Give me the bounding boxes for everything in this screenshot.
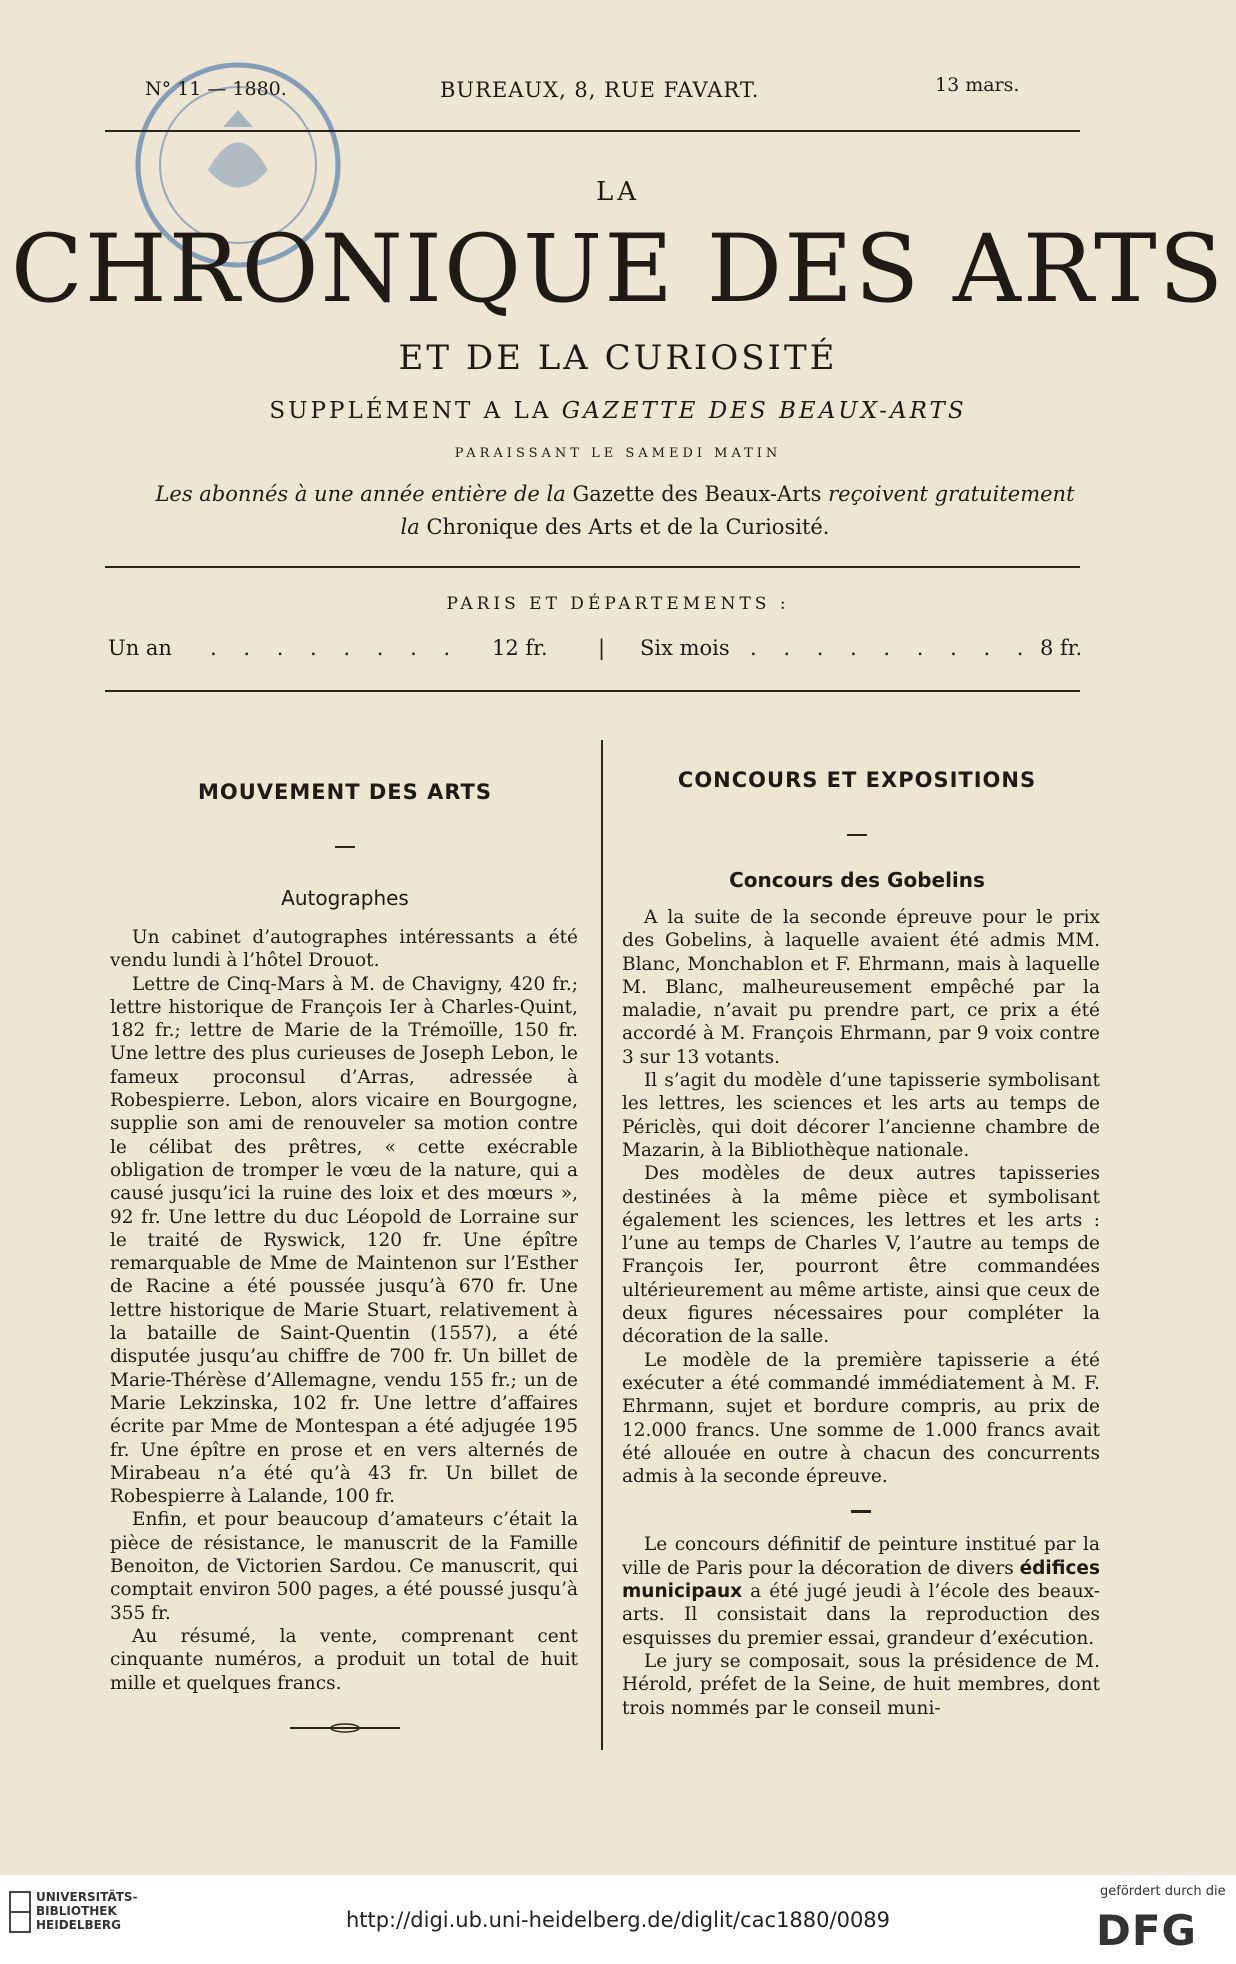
paragraph-part-a: Le concours définitif de peinture institué par la ville de Paris pour la décoration de divers: [622, 1534, 1100, 1579]
left-paragraph: Lettre de Cinq-Mars à M. de Chavigny, 420 fr.; lettre historique de François Ier à Charles-Quint, 182 fr.; lettre de Marie de la Trémoïlle, 150 fr. Une lettre des plus curieuses de Joseph Lebon, le fameux proconsul d’Arras, adressée à Robespierre. Lebon, alors vicaire en Bourgogne, supplie son ami de renouveler sa motion contre le célibat des prêtres, « cette exécrable obligation de tromper le vœu de la nature, qui a causé jusqu’ici la ruine des loix et des mœurs », 92 fr. Une lettre du duc Léopold de Lorraine sur le traité de Ryswick, 120 fr. Une épître remarquable de Mme de Maintenon sur l’Esther de Racine a été poussée jusqu’à 670 fr. Une lettre historique de Marie Stuart, relativement à la bataille de Saint-Quentin (1557), a été disputée jusqu’au chiffre de 700 fr. Un billet de Marie-Thérèse d’Allemagne, vendu 155 fr.; un de Marie Lekzinska, 102 fr. Une lettre d’affaires écrite par Mme de Montespan a été adjugée 195 fr. Une épître en prose et en vers alternés de Mirabeau n’a été qu’à 43 fr. Un billet de Robespierre à Lalande, 100 fr.: [110, 973, 578, 1508]
right-paragraph: Il s’agit du modèle d’une tapisserie symbolisant les lettres, les sciences et les arts au temps de Périclès, qui doit décorer l’ancienne chambre de Mazarin, à la Bibliothèque nationale.: [622, 1070, 1100, 1161]
office-address: BUREAUX, 8, RUE FAVART.: [440, 78, 760, 102]
library-line-2: BIBLIOTHEK: [36, 1904, 117, 1918]
publication-subtitle: ET DE LA CURIOSITÉ: [398, 338, 838, 378]
supplement-gazette: GAZETTE DES BEAUX-ARTS: [561, 398, 967, 424]
year-price: 12 fr.: [492, 636, 548, 660]
right-paragraph: Le modèle de la première tapisserie a été exécuter a été commandé immédiatement à M. F. Ehrmann, sujet et bordure compris, au prix de 12.000 francs. Une somme de 1.000 francs avait été allouée en outre à chacun des concurrents admis à la seconde épreuve.: [622, 1349, 1100, 1488]
right-paragraph: [622, 1533, 1100, 1649]
right-column-text: [622, 906, 1100, 1720]
subscriber-notice: [150, 478, 1080, 544]
right-paragraph: A la suite de la seconde épreuve pour le prix des Gobelins, à laquelle avaient été admis MM. Blanc, Monchablon et F. Ehrmann, mais à laquelle M. Blanc, malheureusement empêché par la maladie, n’avait pu prendre part, ce prix a été accordé à M. François Ehrmann, par 9 voix contre 3 sur 13 votants.: [622, 907, 1100, 1068]
left-paragraph: Enfin, et pour beaucoup d’amateurs c’était la pièce de résistance, le manuscrit de la Famille Benoiton, de Victorien Sardou. Ce manuscrit, qui comptait environ 500 pages, a été poussé jusqu’à 355 fr.: [110, 1509, 578, 1624]
right-paragraph: Des modèles de deux autres tapisseries destinées à la même pièce et symbolisant également les sciences, les lettres et les arts : l’une au temps de Charles V, l’autre au temps de François Ier, pourront être commandées ultérieurement au même artiste, ainsi que ceux de deux figures nécessaires pour compléter la décoration de la salle.: [622, 1163, 1100, 1348]
subscription-rule: [105, 690, 1080, 692]
library-line-1: UNIVERSITÄTS-: [36, 1890, 138, 1904]
subscription-heading: PARIS ET DÉPARTEMENTS :: [446, 594, 790, 614]
right-subsection-title: Concours des Gobelins: [729, 868, 985, 892]
notice-part-e: Chronique des Arts et de la Curiosité.: [426, 515, 830, 539]
left-title-dash: [335, 846, 355, 848]
left-paragraph: Au résumé, la vente, comprenant cent cinquante numéros, a produit un total de huit mille et quelques francs.: [110, 1625, 578, 1694]
year-label: Un an: [108, 636, 172, 660]
library-line-3: HEIDELBERG: [36, 1918, 121, 1932]
left-section-title: MOUVEMENT DES ARTS: [198, 780, 492, 804]
right-title-dash: [847, 834, 867, 836]
left-paragraph: Un cabinet d’autographes intéressants a été vendu lundi à l’hôtel Drouot.: [110, 927, 578, 972]
price-separator: |: [598, 636, 606, 660]
issue-number: N° 11 — 1880.: [145, 78, 287, 100]
funding-label: gefördert durch die: [1100, 1884, 1226, 1899]
paragraph-part-c: a été jugé jeudi à l’école des beaux-arts. Il consistait dans la reproduction des esquisses du premier essai, grandeur d’exécution.: [622, 1581, 1100, 1649]
supplement-line: [0, 398, 1236, 424]
masthead-rule: [105, 566, 1080, 568]
half-price: 8 fr.: [1040, 636, 1083, 660]
half-label: Six mois: [640, 636, 730, 660]
notice-part-c: reçoivent gratuitement: [828, 482, 1075, 506]
ornament-divider: [290, 1722, 400, 1734]
right-inner-dash: [851, 1510, 871, 1513]
title-article: LA: [595, 177, 641, 207]
publication-title: CHRONIQUE DES ARTS: [10, 215, 1226, 324]
notice-part-b: Gazette des Beaux-Arts: [572, 482, 822, 506]
schedule-line: PARAISSANT LE SAMEDI MATIN: [454, 446, 782, 461]
header-rule: [105, 130, 1080, 132]
notice-part-d: la: [400, 515, 420, 539]
dfg-logo: DFG: [1096, 1906, 1198, 1955]
notice-part-a: Les abonnés à une année entière de la: [155, 482, 566, 506]
source-url-link[interactable]: http://digi.ub.uni-heidelberg.de/diglit/cac1880/0089: [345, 1908, 891, 1932]
issue-date: 13 mars.: [935, 74, 1020, 96]
supplement-prefix: SUPPLÉMENT A LA: [269, 398, 552, 424]
right-paragraph: Le jury se composait, sous la présidence de M. Hérold, préfet de la Seine, de huit membres, dont trois nommés par le conseil muni-: [622, 1650, 1100, 1719]
left-subsection-title: Autographes: [281, 886, 409, 910]
paragraph-bold: édifices municipaux: [622, 1557, 1100, 1603]
column-divider: [601, 740, 603, 1750]
left-column-text: [110, 926, 578, 1695]
right-section-title: CONCOURS ET EXPOSITIONS: [677, 768, 1037, 792]
half-dots: . . . . . . . . .: [750, 636, 1034, 660]
year-dots: . . . . . . . .: [210, 636, 461, 660]
